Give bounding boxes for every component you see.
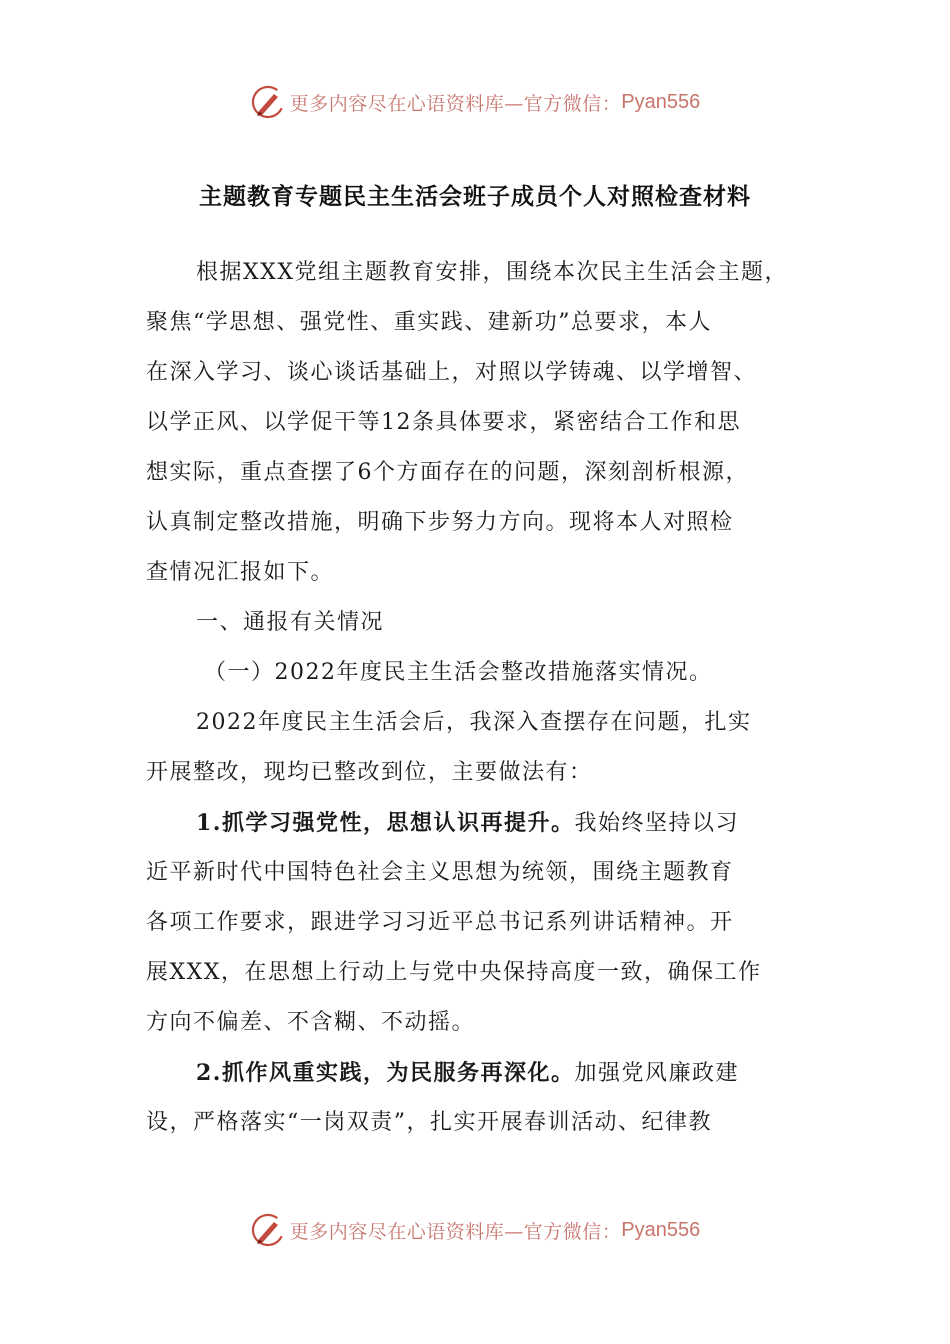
item-1-lead: 我始终坚持以习	[574, 811, 739, 836]
paragraph-line: 查情况汇报如下。	[146, 560, 335, 585]
item-1-heading: 1.抓学习强党性，思想认识再提升。	[196, 810, 575, 836]
item-1-first-line	[146, 798, 836, 848]
paragraph-line: 聚焦“学思想、强党性、重实践、建新功”总要求，本人	[146, 310, 712, 335]
paragraph-line: 展XXX，在思想上行动上与党中央保持高度一致，确保工作	[146, 960, 762, 985]
paragraph-line: 方向不偏差、不含糊、不动摇。	[146, 1010, 476, 1035]
paragraph-line: 想实际，重点查摆了6个方面存在的问题，深刻剖析根源，	[146, 460, 749, 485]
pen-logo-icon	[250, 84, 286, 120]
watermark-text: 更多内容尽在心语资料库—官方微信：	[289, 1220, 622, 1243]
paragraph-line: 以学正风、以学促干等12条具体要求，紧密结合工作和思	[146, 410, 741, 435]
section-heading: 一、通报有关情况	[196, 610, 385, 635]
paragraph-line: 2022年度民主生活会后，我深入查摆存在问题，扎实	[196, 710, 752, 735]
watermark-wechat-id: Pyan556	[621, 90, 701, 113]
paragraph-line: 在深入学习、谈心谈话基础上，对照以学铸魂、以学增智、	[146, 360, 758, 385]
paragraph-line: 各项工作要求，跟进学习习近平总书记系列讲话精神。开	[146, 910, 734, 935]
document-body	[146, 248, 836, 1148]
paragraph-line: 开展整改，现均已整改到位，主要做法有：	[146, 760, 593, 785]
paragraph-line: 根据XXX党组主题教育安排，围绕本次民主生活会主题，	[196, 260, 788, 285]
watermark-header	[0, 80, 950, 124]
paragraph-line: 近平新时代中国特色社会主义思想为统领，围绕主题教育	[146, 860, 734, 885]
subsection-heading: （一）2022年度民主生活会整改措施落实情况。	[204, 660, 713, 685]
watermark-footer	[0, 1208, 950, 1252]
pen-logo-icon	[250, 1212, 286, 1248]
paragraph-line: 认真制定整改措施，明确下步努力方向。现将本人对照检	[146, 510, 734, 535]
item-2-lead: 加强党风廉政建	[574, 1061, 739, 1086]
watermark-text: 更多内容尽在心语资料库—官方微信：	[289, 92, 622, 115]
document-title: 主题教育专题民主生活会班子成员个人对照检查材料	[199, 183, 751, 210]
watermark-wechat-id: Pyan556	[621, 1218, 701, 1241]
item-2-heading: 2.抓作风重实践，为民服务再深化。	[196, 1060, 575, 1086]
item-2-first-line	[146, 1048, 836, 1098]
paragraph-line: 设，严格落实“一岗双责”，扎实开展春训活动、纪律教	[146, 1110, 712, 1135]
